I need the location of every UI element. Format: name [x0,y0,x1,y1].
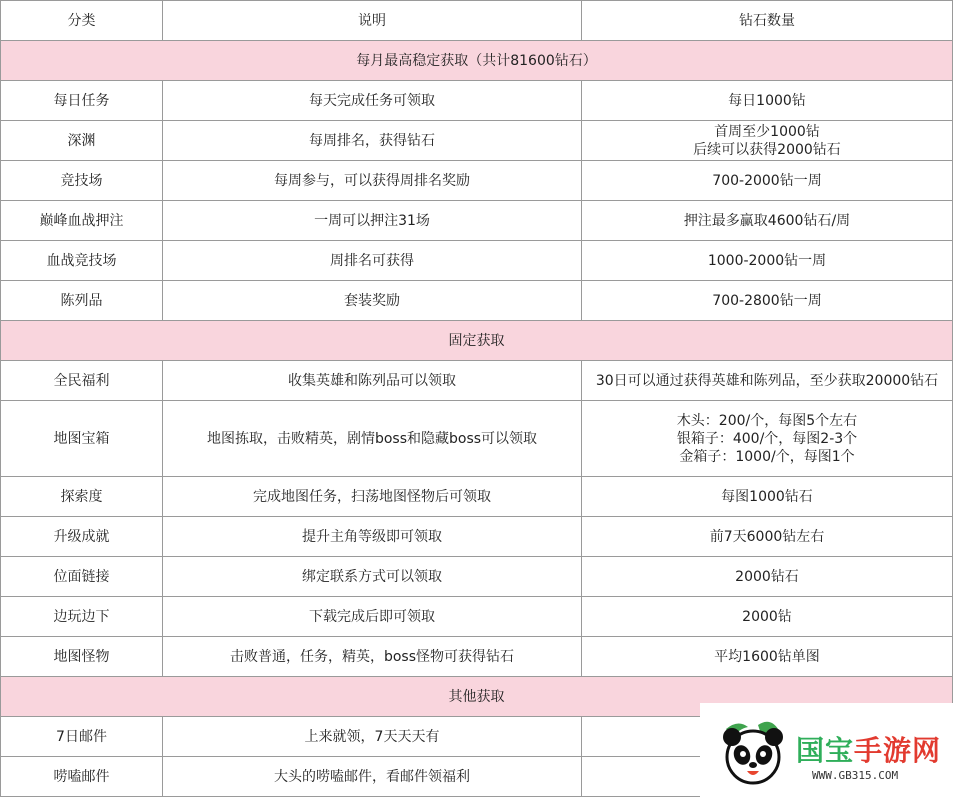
row-diamond-amount: 平均1600钻单图 [582,637,953,677]
row-description: 每天完成任务可领取 [163,81,582,121]
header-diamond-amount: 钻石数量 [582,1,953,41]
header-row [1,1,953,41]
row-diamond-amount: 木头：200/个，每图5个左右 银箱子：400/个，每图2-3个 金箱子：1000/个，每图1个 [582,401,953,477]
row-category: 全民福利 [1,361,163,401]
table-row [1,81,953,121]
table-row [1,281,953,321]
row-category: 地图怪物 [1,637,163,677]
row-description: 击败普通，任务，精英，boss怪物可获得钻石 [163,637,582,677]
row-category: 位面链接 [1,557,163,597]
table-row [1,241,953,281]
section-row [1,321,953,361]
row-diamond-amount: 前7天6000钻左右 [582,517,953,557]
row-category: 探索度 [1,477,163,517]
row-description: 地图拣取，击败精英，剧情boss和隐藏boss可以领取 [163,401,582,477]
row-category: 边玩边下 [1,597,163,637]
table-row [1,361,953,401]
row-description: 收集英雄和陈列品可以领取 [163,361,582,401]
watermark-title: 国宝手游网 [796,734,942,767]
section-title: 其他获取 [1,677,953,717]
row-description: 周排名可获得 [163,241,582,281]
panda-logo-icon [718,719,788,785]
row-category: 地图宝箱 [1,401,163,477]
table-row [1,161,953,201]
row-diamond-amount: 每日1000钻 [582,81,953,121]
row-description: 下载完成后即可领取 [163,597,582,637]
row-category: 血战竞技场 [1,241,163,281]
row-diamond-amount: 1000-2000钻一周 [582,241,953,281]
row-diamond-amount: 首周至少1000钻 后续可以获得2000钻石 [582,121,953,161]
row-diamond-amount: 700-2000钻一周 [582,161,953,201]
row-description: 上来就领，7天天天有 [163,717,582,757]
row-category: 深渊 [1,121,163,161]
row-category: 竞技场 [1,161,163,201]
table-row [1,121,953,161]
site-watermark [700,703,953,797]
row-diamond-amount: 700-2800钻一周 [582,281,953,321]
row-description: 大头的唠嗑邮件，看邮件领福利 [163,757,582,797]
row-diamond-amount: 2000钻石 [582,557,953,597]
table-row [1,597,953,637]
header-category: 分类 [1,1,163,41]
row-diamond-amount: 每图1000钻石 [582,477,953,517]
row-diamond-amount: 押注最多赢取4600钻石/周 [582,201,953,241]
section-title: 每月最高稳定获取（共计81600钻石） [1,41,953,81]
row-description: 提升主角等级即可领取 [163,517,582,557]
row-category: 7日邮件 [1,717,163,757]
row-description: 绑定联系方式可以领取 [163,557,582,597]
row-category: 唠嗑邮件 [1,757,163,797]
section-row [1,41,953,81]
table-row [1,637,953,677]
row-category: 升级成就 [1,517,163,557]
section-title: 固定获取 [1,321,953,361]
table-row [1,401,953,477]
table-row [1,477,953,517]
row-category: 巅峰血战押注 [1,201,163,241]
row-description: 完成地图任务，扫荡地图怪物后可领取 [163,477,582,517]
table-row [1,201,953,241]
watermark-url: WWW.GB315.COM [812,769,899,782]
row-description: 每周排名，获得钻石 [163,121,582,161]
row-description: 每周参与，可以获得周排名奖励 [163,161,582,201]
row-diamond-amount: 30日可以通过获得英雄和陈列品，至少获取20000钻石 [582,361,953,401]
row-category: 陈列品 [1,281,163,321]
row-description: 一周可以押注31场 [163,201,582,241]
row-category: 每日任务 [1,81,163,121]
table-row [1,517,953,557]
row-diamond-amount: 2000钻 [582,597,953,637]
table-row [1,557,953,597]
row-description: 套装奖励 [163,281,582,321]
header-description: 说明 [163,1,582,41]
